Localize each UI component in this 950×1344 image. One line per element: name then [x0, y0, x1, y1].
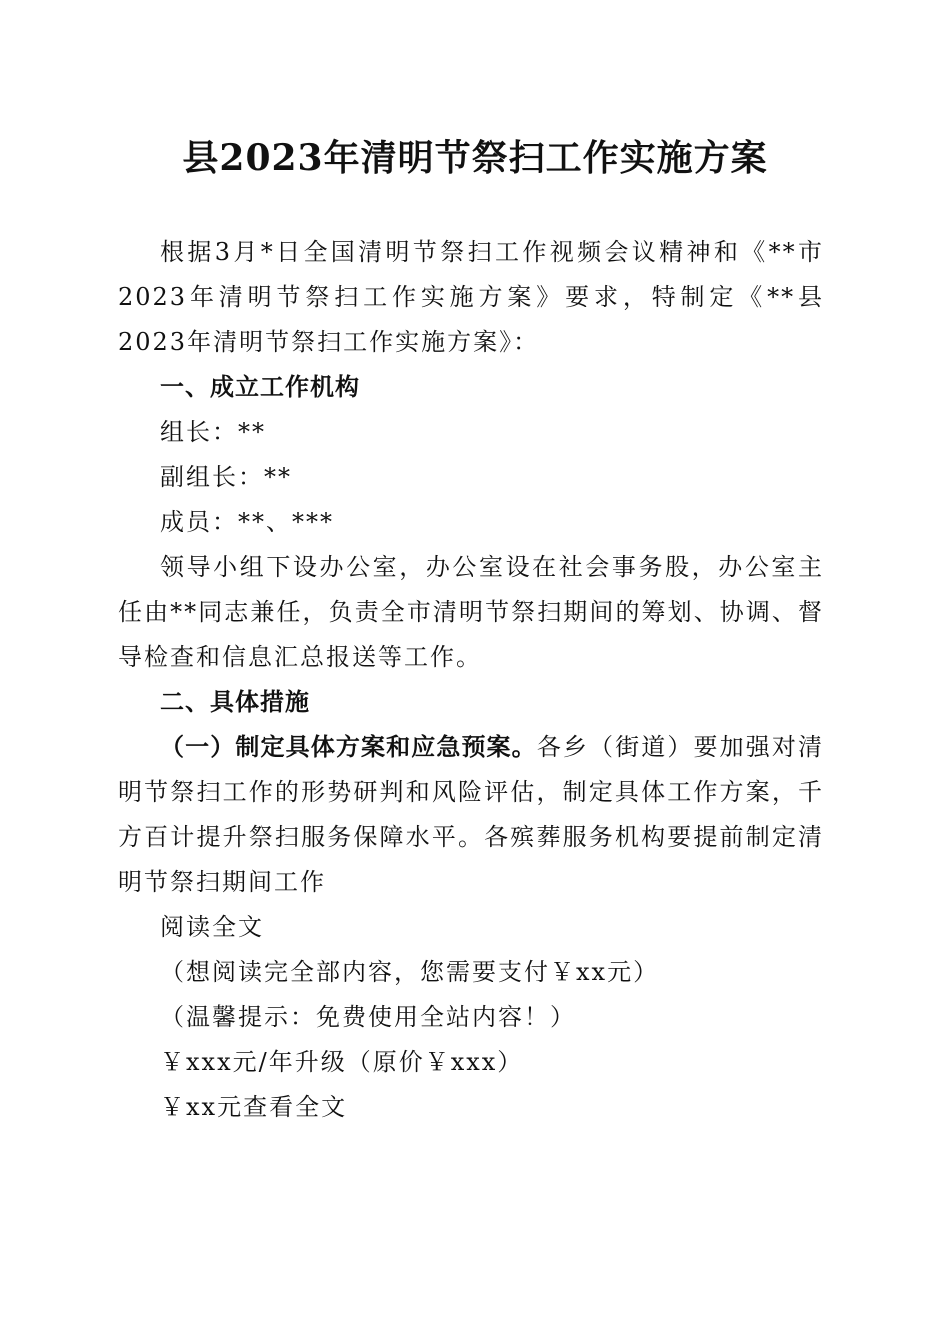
leader-line: 组长：**: [160, 418, 266, 446]
office-paragraph: 领导小组下设办公室，办公室设在社会事务股，办公室主任由**同志兼任，负责全市清明节祭扫期间的筹划、协调、督导检查和信息汇总报送等工作。: [118, 553, 824, 671]
measure-text: 各乡（街道）要加强对清明节祭扫工作的形势研判和风险评估，制定具体工作方案，千方百计提升祭扫服务保障水平。各殡葬服务机构要提前制定清明节祭扫期间工作: [118, 733, 825, 896]
document-body: [118, 230, 824, 1130]
read-full-link[interactable]: 阅读全文: [160, 913, 264, 941]
view-full-option[interactable]: ￥xx元查看全文: [160, 1093, 348, 1121]
members-line: 成员：**、***: [160, 508, 334, 536]
measure-lead: （一）制定具体方案和应急预案。: [160, 733, 537, 761]
payment-notice: （想阅读完全部内容，您需要支付￥xx元）: [160, 958, 660, 986]
deputy-leader-line: 副组长：**: [160, 463, 292, 491]
intro-paragraph: 根据3月*日全国清明节祭扫工作视频会议精神和《**市2023年清明节祭扫工作实施方案》要求，特制定《**县2023年清明节祭扫工作实施方案》：: [118, 238, 824, 356]
section-heading-organization: 一、成立工作机构: [160, 373, 360, 401]
upgrade-option[interactable]: ￥xxx元/年升级（原价￥xxx）: [160, 1048, 524, 1076]
section-heading-measures: 二、具体措施: [160, 688, 310, 716]
document-title: 县2023年清明节祭扫工作实施方案: [182, 137, 768, 179]
measure-paragraph: [118, 725, 824, 905]
free-tip: （温馨提示：免费使用全站内容！）: [160, 1003, 576, 1031]
